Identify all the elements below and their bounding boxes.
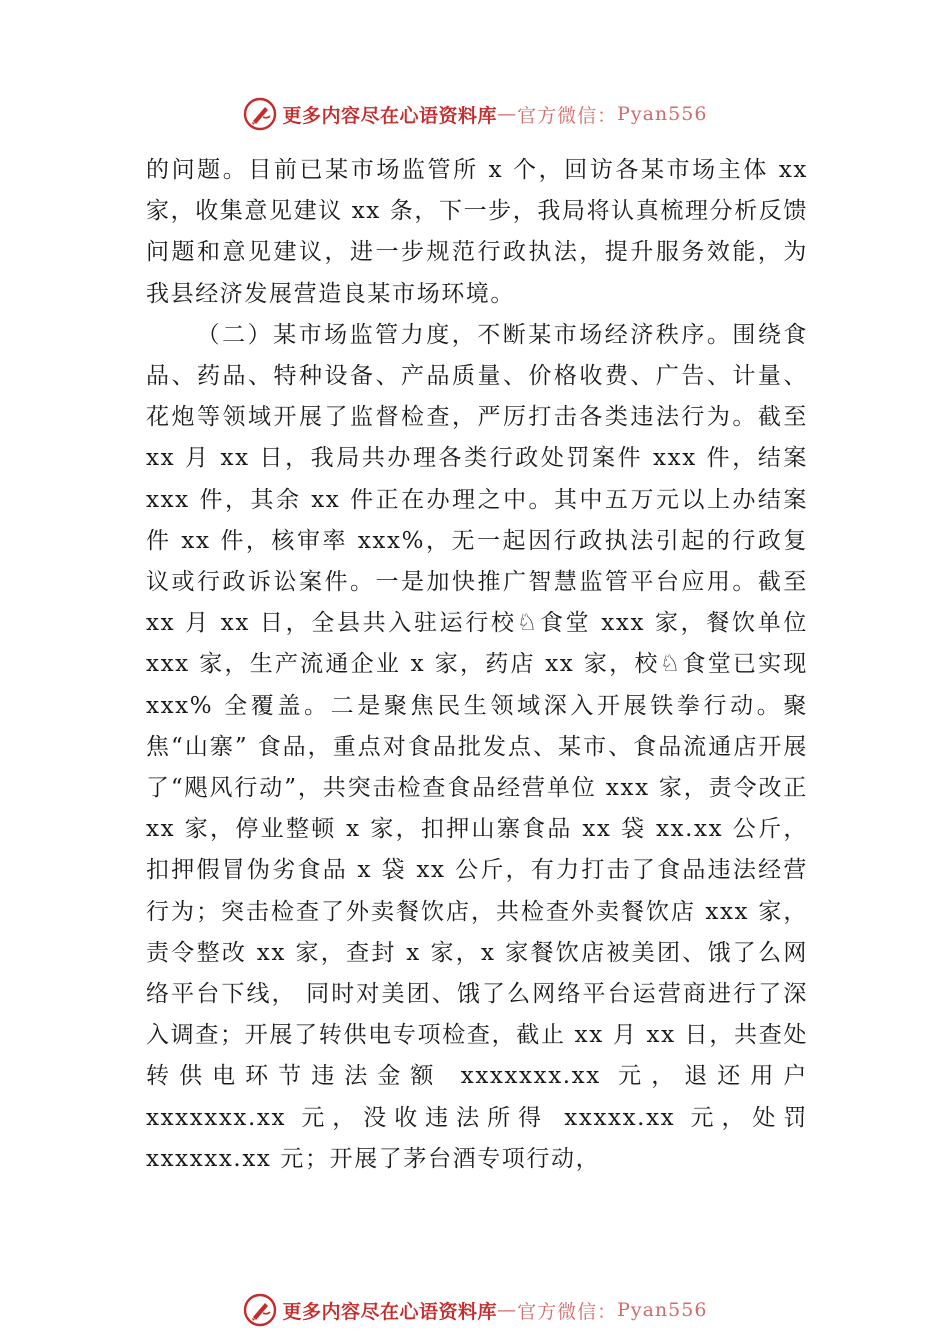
pen-seal-icon [243,1293,277,1327]
pen-seal-icon [243,97,277,131]
paragraph-continuation: 的问题。目前已某市场监管所 x 个，回访各某市场主体 xx 家，收集意见建议 xx 条，下一步，我局将认真梳理分析反馈问题和意见建议，进一步规范行政执法，提升服务效能，为我县经济发展营造良某市场环境。 [146,157,808,307]
paragraph-section-two: （二）某市场监管力度，不断某市场经济秩序。围绕食品、药品、特种设备、产品质量、价格收费、广告、计量、花炮等领域开展了监督检查，严厉打击各类违法行为。截至 xx 月 xx 日，我局共办理各类行政处罚案件 xxx 件，结案 xxx 件，其余 xx 件正在办理之中。其中五万元以上办结案件 xx 件，核审率 xxx%，无一起因行政执法引起的行政复议或行政诉讼案件。一是加快推广智慧监管平台应用。截至 xx 月 xx 日，全县共入驻运行校♘食堂 xxx 家，餐饮单位 xxx 家，生产流通企业 x 家，药店 xx 家，校♘食堂已实现 xxx% 全覆盖。二是聚焦民生领域深入开展铁拳行动。聚焦“山寨” 食品，重点对食品批发点、某市、食品流通店开展了“飓风行动”，共突击检查食品经营单位 xxx 家，责令改正 xx 家，停业整顿 x 家，扣押山寨食品 xx 袋 xx.xx 公斤，扣押假冒伪劣食品 x 袋 xx 公斤，有力打击了食品违法经营行为；突击检查了外卖餐饮店，共检查外卖餐饮店 xxx 家，责令整改 xx 家，查封 x 家，x 家餐饮店被美团、饿了么网络平台下线， 同时对美团、饿了么网络平台运营商进行了深入调查；开展了转供电专项检查，截止 xx 月 xx 日，共查处转供电环节违法金额 xxxxxxx.xx 元，退还用户 xxxxxxx.xx 元，没收违法所得 xxxxx.xx 元，处罚 xxxxxx.xx 元；开展了茅台酒专项行动， [146,321,808,1172]
banner-lead-text: 更多内容尽在心语资料库 [282,104,498,127]
banner-lead-text: 更多内容尽在心语资料库 [282,1300,498,1323]
banner-separator: — [497,1299,518,1321]
banner-wechat-id: Pyan556 [617,103,708,125]
footer-banner [0,1290,950,1330]
banner-separator: — [497,103,518,125]
banner-tail-prefix: 官方微信： [517,1300,618,1323]
banner-tail-prefix: 官方微信： [517,104,618,127]
banner-wechat-id: Pyan556 [617,1299,708,1321]
document-body [146,150,808,1180]
header-banner [0,94,950,134]
